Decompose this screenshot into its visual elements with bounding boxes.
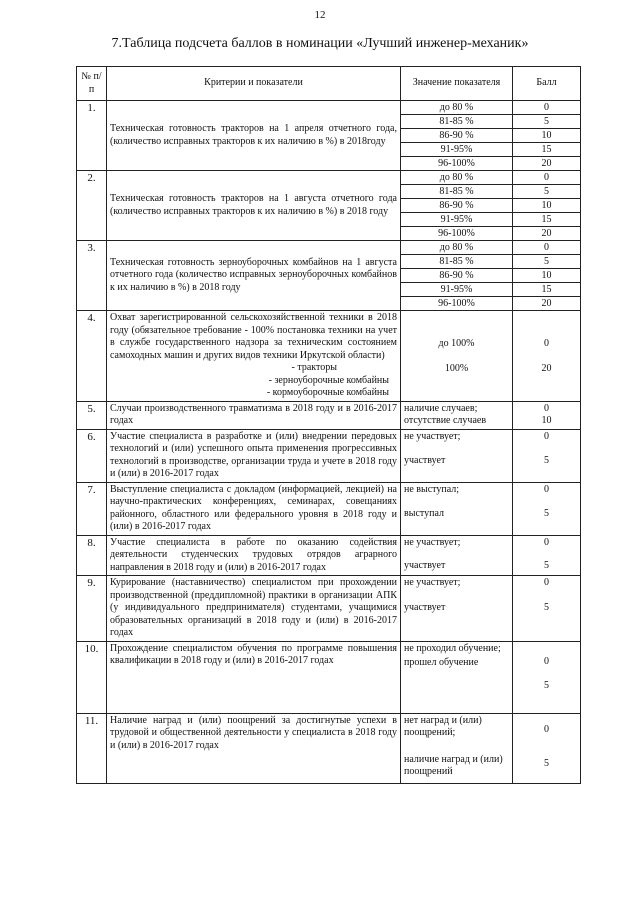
header-score: Балл bbox=[513, 67, 581, 101]
score-cell: 5 bbox=[513, 185, 580, 199]
score-cell: 0 bbox=[513, 241, 580, 255]
score-cell: 15 bbox=[513, 143, 580, 157]
value-cell: до 80 % bbox=[401, 241, 512, 255]
value-cell: наличие наград и (или) поощрений bbox=[404, 753, 503, 777]
value-cell: не участвует; bbox=[404, 536, 461, 548]
score-cell: 0 bbox=[544, 577, 549, 588]
score-cell: 10 bbox=[513, 199, 580, 213]
table-row bbox=[77, 171, 581, 241]
score-cell: 0 bbox=[544, 723, 549, 735]
score-cell: 5 bbox=[513, 255, 580, 269]
score-cell: 10 bbox=[541, 415, 552, 426]
value-cell: не участвует; bbox=[404, 430, 461, 442]
value-cell: до 80 % bbox=[401, 101, 512, 115]
row-scores bbox=[513, 171, 581, 241]
row-scores bbox=[513, 101, 581, 171]
score-cell: 20 bbox=[541, 228, 552, 239]
row-scores bbox=[513, 713, 581, 783]
header-value: Значение показателя bbox=[401, 67, 513, 101]
value-cell: участвует bbox=[404, 455, 446, 466]
page-number: 12 bbox=[314, 9, 326, 21]
score-cell: 15 bbox=[513, 283, 580, 297]
score-cell: 10 bbox=[513, 129, 580, 143]
table-header-row bbox=[77, 67, 581, 101]
row-values bbox=[401, 171, 513, 241]
value-cell: до 100% bbox=[438, 338, 475, 349]
row-scores bbox=[513, 576, 581, 642]
value-cell: 81-85 % bbox=[401, 115, 512, 129]
row-scores bbox=[513, 401, 581, 429]
row-values bbox=[401, 576, 513, 642]
table-row bbox=[77, 401, 581, 429]
value-cell: 91-95% bbox=[401, 213, 512, 227]
header-num: № п/п bbox=[77, 67, 107, 101]
score-cell: 0 bbox=[544, 430, 549, 442]
row-values bbox=[401, 429, 513, 482]
value-cell: 81-85 % bbox=[401, 255, 512, 269]
row-criteria: Техническая готовность зерноуборочных комбайнов на 1 августа отчетного года (количество исправных зерноуборочных комбайнов к их наличию в %) в 2018 году bbox=[107, 241, 401, 311]
score-cell: 20 bbox=[541, 298, 552, 309]
value-cell: наличие случаев; bbox=[404, 402, 478, 414]
row-criteria: Техническая готовность тракторов на 1 апреля отчетного года, (количество исправных тракторов к их наличию в %) в 2018году bbox=[107, 101, 401, 171]
row-scores bbox=[513, 429, 581, 482]
row-num: 7. bbox=[77, 482, 107, 535]
table-row bbox=[77, 641, 581, 713]
value-cell: участвует bbox=[404, 601, 446, 613]
sub-item: - кормоуборочные комбайны bbox=[266, 387, 389, 398]
sub-item: - тракторы bbox=[291, 362, 337, 373]
row-num: 6. bbox=[77, 429, 107, 482]
row-num: 8. bbox=[77, 535, 107, 576]
score-cell: 5 bbox=[544, 455, 549, 466]
value-cell: прошел обучение bbox=[404, 657, 479, 668]
row-criteria bbox=[107, 311, 401, 402]
table-row bbox=[77, 311, 581, 402]
value-cell: 96-100% bbox=[438, 298, 475, 309]
criteria-text: Охват зарегистрированной сельскохозяйственной техники в 2018 году (обязательное требование - 100% постановка техники на учет в службе государственного надзора за техническим состоянием самоходных машин и других видов техники Иркутской области) bbox=[110, 312, 397, 361]
value-cell: 86-90 % bbox=[401, 269, 512, 283]
row-criteria: Курирование (наставничество) специалистом при прохождении производственной (преддипломной) практики в организации АПК (у индивидуального предпринимателя) студентами, учащимися образовательных организаций в 2018 году и (или) в 2016-2017 годах bbox=[107, 576, 401, 642]
row-criteria: Техническая готовность тракторов на 1 августа отчетного года (количество исправных тракторов к их наличию в %) в 2018 году bbox=[107, 171, 401, 241]
table-row bbox=[77, 576, 581, 642]
table-row bbox=[77, 713, 581, 783]
scoring-table bbox=[76, 66, 581, 784]
value-cell: нет наград и (или) поощрений; bbox=[404, 714, 482, 738]
value-cell: выступал bbox=[404, 508, 444, 519]
row-num: 2. bbox=[77, 171, 107, 241]
value-cell: не выступал; bbox=[404, 483, 460, 495]
score-cell: 5 bbox=[513, 115, 580, 129]
row-values bbox=[401, 482, 513, 535]
row-criteria: Участие специалиста в разработке и (или) внедрении передовых технологий и (или) успешного опыта применения прогрессивных технологий в производстве, организации труда и учете в 2018 году и (или) в 2016-2017 годах bbox=[107, 429, 401, 482]
value-cell: 86-90 % bbox=[401, 199, 512, 213]
value-cell: не проходил обучение; bbox=[404, 642, 501, 654]
score-cell: 0 bbox=[513, 171, 580, 185]
value-cell: 96-100% bbox=[438, 158, 475, 169]
score-cell: 20 bbox=[541, 362, 552, 374]
value-cell: 86-90 % bbox=[401, 129, 512, 143]
row-num: 9. bbox=[77, 576, 107, 642]
row-values bbox=[401, 713, 513, 783]
score-cell: 20 bbox=[541, 158, 552, 169]
value-cell: 91-95% bbox=[401, 143, 512, 157]
row-values bbox=[401, 401, 513, 429]
value-cell: 91-95% bbox=[401, 283, 512, 297]
row-num: 11. bbox=[77, 713, 107, 783]
score-cell: 0 bbox=[513, 101, 580, 115]
value-cell: 96-100% bbox=[438, 228, 475, 239]
score-cell: 5 bbox=[544, 601, 549, 613]
row-num: 5. bbox=[77, 401, 107, 429]
table-title: 7.Таблица подсчета баллов в номинации «Лучший инженер-механик» bbox=[111, 36, 529, 51]
row-scores bbox=[513, 241, 581, 311]
row-criteria: Участие специалиста в работе по оказанию содействия деятельности студенческих трудовых отрядов аграрного направления в 2018 году и (или) в 2016-2017 годах bbox=[107, 535, 401, 576]
score-cell: 5 bbox=[544, 680, 549, 691]
table-row bbox=[77, 241, 581, 311]
sub-item: - зерноуборочные комбайны bbox=[268, 374, 389, 386]
table-row bbox=[77, 101, 581, 171]
table-row bbox=[77, 429, 581, 482]
row-num: 4. bbox=[77, 311, 107, 402]
row-criteria: Выступление специалиста с докладом (информацией, лекцией) на научно-практических конференциях, семинарах, совещаниях районного, областного или федерального уровня в 2018 году и (или) в 2016-2017 годах bbox=[107, 482, 401, 535]
row-criteria: Наличие наград и (или) поощрений за достигнутые успехи в трудовой и общественной деятельности у специалиста в 2018 году и (или) в 2016-2017 годах bbox=[107, 713, 401, 783]
row-scores bbox=[513, 641, 581, 713]
row-num: 10. bbox=[77, 641, 107, 713]
header-criteria: Критерии и показатели bbox=[107, 67, 401, 101]
score-cell: 0 bbox=[544, 483, 549, 495]
row-scores bbox=[513, 535, 581, 576]
row-values bbox=[401, 535, 513, 576]
score-cell: 5 bbox=[544, 508, 549, 519]
value-cell: участвует bbox=[404, 560, 446, 571]
value-cell: до 80 % bbox=[401, 171, 512, 185]
row-values bbox=[401, 101, 513, 171]
value-cell: 100% bbox=[444, 362, 469, 374]
row-scores bbox=[513, 482, 581, 535]
row-values bbox=[401, 241, 513, 311]
score-cell: 0 bbox=[544, 536, 549, 548]
score-cell: 5 bbox=[544, 758, 549, 769]
row-criteria: Прохождение специалистом обучения по программе повышения квалификации в 2018 году и (или) в 2016-2017 годах bbox=[107, 641, 401, 713]
score-cell: 10 bbox=[513, 269, 580, 283]
row-scores bbox=[513, 311, 581, 402]
row-num: 3. bbox=[77, 241, 107, 311]
value-cell: 81-85 % bbox=[401, 185, 512, 199]
row-values bbox=[401, 641, 513, 713]
table-row bbox=[77, 535, 581, 576]
row-num: 1. bbox=[77, 101, 107, 171]
score-cell: 15 bbox=[513, 213, 580, 227]
score-cell: 0 bbox=[544, 402, 549, 414]
score-cell: 0 bbox=[544, 655, 549, 667]
table-row bbox=[77, 482, 581, 535]
value-cell: не участвует; bbox=[404, 577, 461, 588]
score-cell: 5 bbox=[544, 560, 549, 571]
row-criteria: Случаи производственного травматизма в 2018 году и в 2016-2017 годах bbox=[107, 401, 401, 429]
value-cell: отсутствие случаев bbox=[404, 415, 487, 426]
score-cell: 0 bbox=[544, 338, 549, 349]
row-values bbox=[401, 311, 513, 402]
